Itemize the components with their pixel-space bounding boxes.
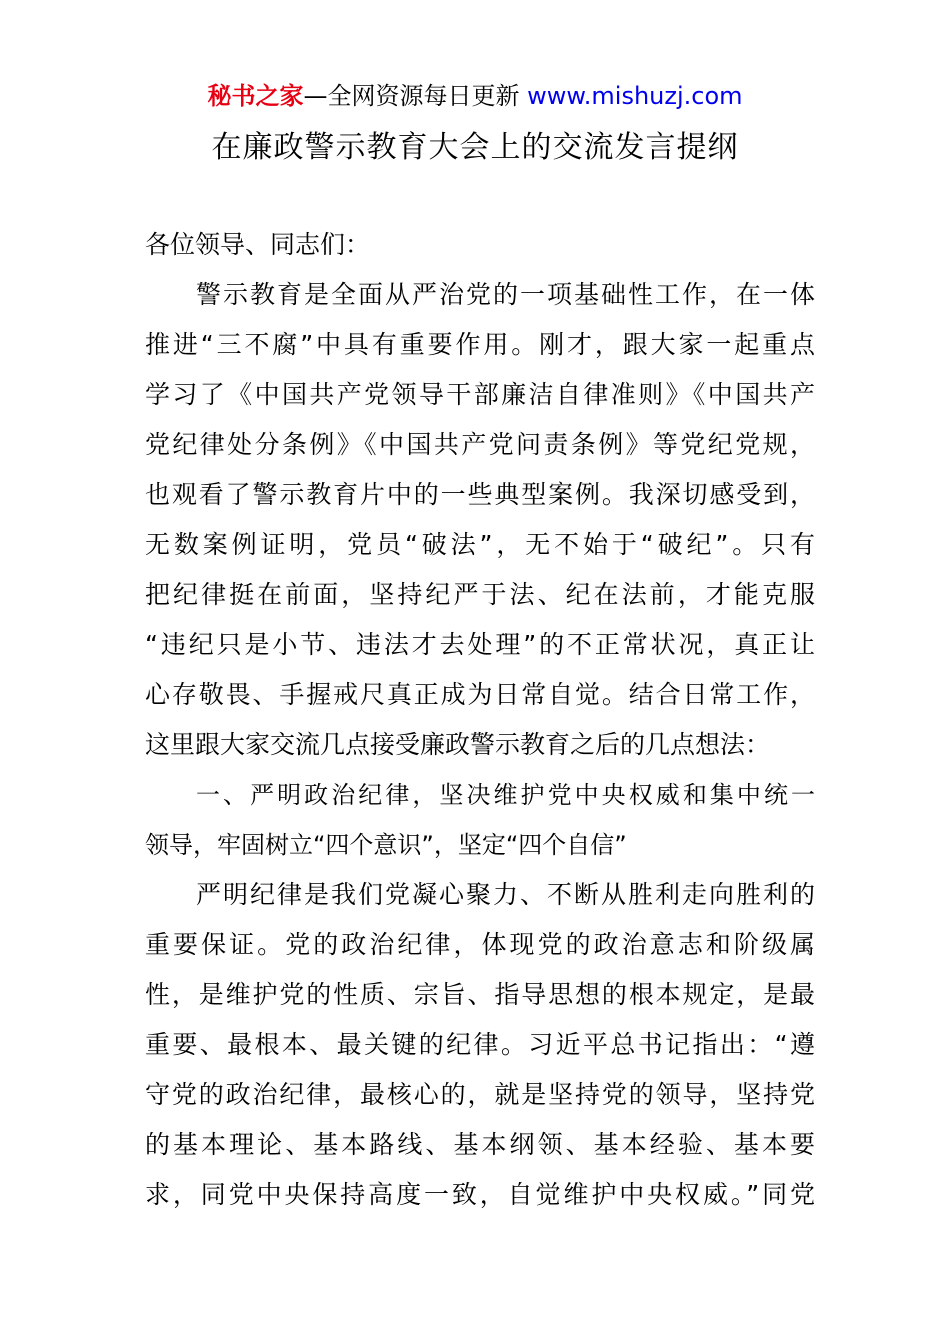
paragraph-line: “违纪只是小节、违法才去处理”的不正常状况，真正让 [145, 630, 815, 659]
paragraph-line: 心存敬畏、手握戒尺真正成为日常自觉。结合日常工作， [145, 680, 815, 709]
paragraph-line: 重要、最根本、最关键的纪律。习近平总书记指出：“遵 [145, 1030, 815, 1059]
paragraph-line: 学习了《中国共产党领导干部廉洁自律准则》《中国共产 [145, 380, 815, 409]
paragraph-line: 党纪律处分条例》《中国共产党问责条例》等党纪党规， [145, 430, 815, 459]
section-heading-line: 一、严明政治纪律，坚决维护党中央权威和集中统一 [196, 781, 815, 809]
section-heading-line: 领导，牢固树立“四个意识”，坚定“四个自信” [145, 831, 627, 859]
site-tagline: —全网资源每日更新 [303, 82, 520, 110]
paragraph-discipline [145, 870, 815, 1220]
salutation: 各位领导、同志们： [145, 230, 371, 259]
document-body [145, 220, 815, 1220]
paragraph-line: 守党的政治纪律，最核心的，就是坚持党的领导，坚持党 [145, 1080, 815, 1109]
document-title: 在廉政警示教育大会上的交流发言提纲 [211, 130, 739, 165]
paragraph-line: 也观看了警示教育片中的一些典型案例。我深切感受到， [145, 480, 815, 509]
paragraph-intro [145, 270, 815, 770]
paragraph-line: 性，是维护党的性质、宗旨、指导思想的根本规定，是最 [145, 980, 815, 1009]
paragraph-line: 重要保证。党的政治纪律，体现党的政治意志和阶级属 [145, 930, 815, 959]
paragraph-line: 的基本理论、基本路线、基本纲领、基本经验、基本要 [145, 1130, 815, 1159]
paragraph-line: 严明纪律是我们党凝心聚力、不断从胜利走向胜利的 [196, 880, 815, 909]
site-url-link[interactable]: www.mishuzj.com [527, 82, 743, 110]
section-heading-1 [145, 770, 815, 870]
paragraph-line: 警示教育是全面从严治党的一项基础性工作，在一体 [196, 280, 815, 309]
site-header [0, 80, 950, 112]
paragraph-line: 这里跟大家交流几点接受廉政警示教育之后的几点想法： [145, 730, 771, 759]
site-brand: 秘书之家 [207, 82, 304, 110]
paragraph-line: 把纪律挺在前面，坚持纪严于法、纪在法前，才能克服 [145, 580, 815, 609]
paragraph-line: 求，同党中央保持高度一致，自觉维护中央权威。”同党 [145, 1180, 815, 1209]
paragraph-line: 推进“三不腐”中具有重要作用。刚才，跟大家一起重点 [145, 330, 815, 359]
paragraph-line: 无数案例证明，党员“破法”，无不始于“破纪”。只有 [145, 530, 815, 559]
